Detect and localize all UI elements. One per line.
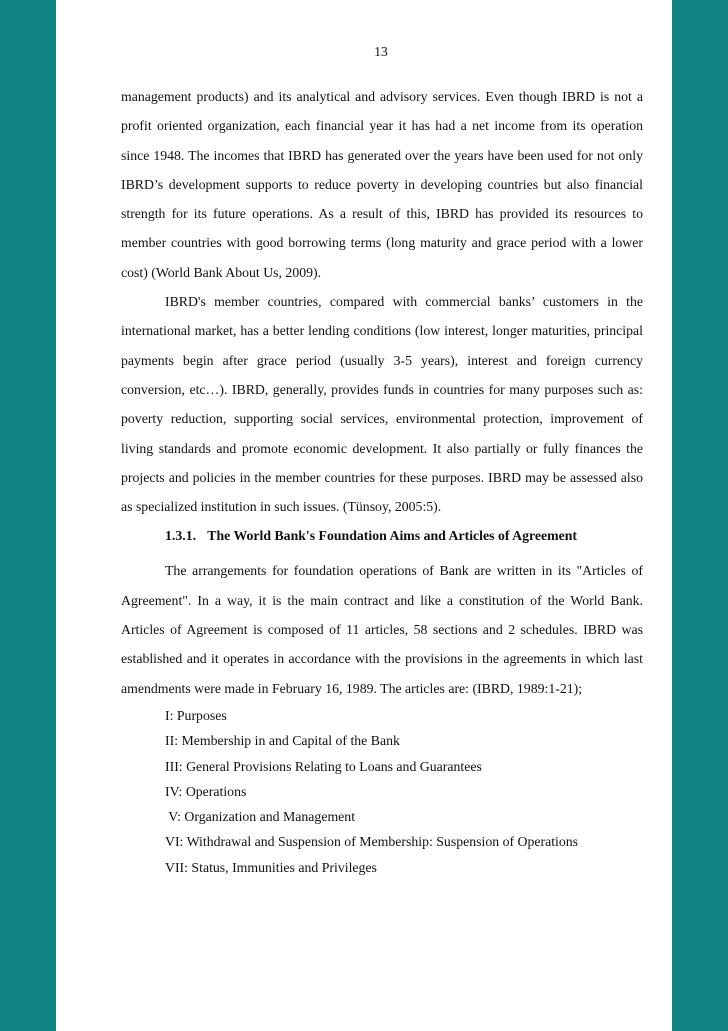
- list-item: II: Membership in and Capital of the Bank: [165, 733, 400, 749]
- paragraph-member-countries: IBRD's member countries, compared with commercial banks’ customers in the international market, has a better lending conditions (low interest, longer maturities, principal payments begin after grace period (usually 3-5 years), interest and foreign currency conversion, etc…). IBRD, generally, provides funds in countries for many purposes such as: poverty reduction, supporting social services, environmental protection, improvement of living standards and promote economic development. It also partially or fully finances the projects and policies in the member countries for these purposes. IBRD may be assessed also as specialized institution in such issues. (Tünsoy, 2005:5).: [121, 294, 643, 515]
- paragraph-ibrd-income: management products) and its analytical and advisory services. Even though IBRD is not a profit oriented organization, each financial year it has had a net income from its operation since 1948. The incomes that IBRD has generated over the years have been used for not only IBRD’s development supports to reduce poverty in developing countries but also financial strength for its future operations. As a result of this, IBRD has provided its resources to member countries with good borrowing terms (long maturity and grace period with a lower cost) (World Bank About Us, 2009).: [121, 89, 643, 280]
- page-number: 13: [374, 44, 388, 59]
- section-number: 1.3.1.: [165, 528, 197, 544]
- list-item: VI: Withdrawal and Suspension of Membership: Suspension of Operations: [165, 834, 579, 850]
- list-item: III: General Provisions Relating to Loans and Guarantees: [165, 758, 482, 774]
- paragraph-articles-of-agreement: The arrangements for foundation operations of Bank are written in its "Articles of Agreement". In a way, it is the main contract and like a constitution of the World Bank. Articles of Agreement is composed of 11 articles, 58 sections and 2 schedules. IBRD was established and it operates in accordance with the provisions in the agreements in which last amendments were made in February 16, 1989. The articles are: (IBRD, 1989:1-21);: [121, 563, 643, 696]
- list-item: I: Purposes: [165, 707, 227, 723]
- right-side-bar: [672, 0, 728, 1031]
- list-item: VII: Status, Immunities and Privileges: [165, 859, 377, 875]
- articles-list: [121, 703, 643, 880]
- list-item: V: Organization and Management: [165, 809, 356, 825]
- left-side-bar: [0, 0, 56, 1031]
- section-title: The World Bank's Foundation Aims and Articles of Agreement: [207, 528, 577, 544]
- page-content: [121, 82, 643, 880]
- list-item: IV: Operations: [165, 783, 247, 799]
- section-heading: [165, 521, 643, 550]
